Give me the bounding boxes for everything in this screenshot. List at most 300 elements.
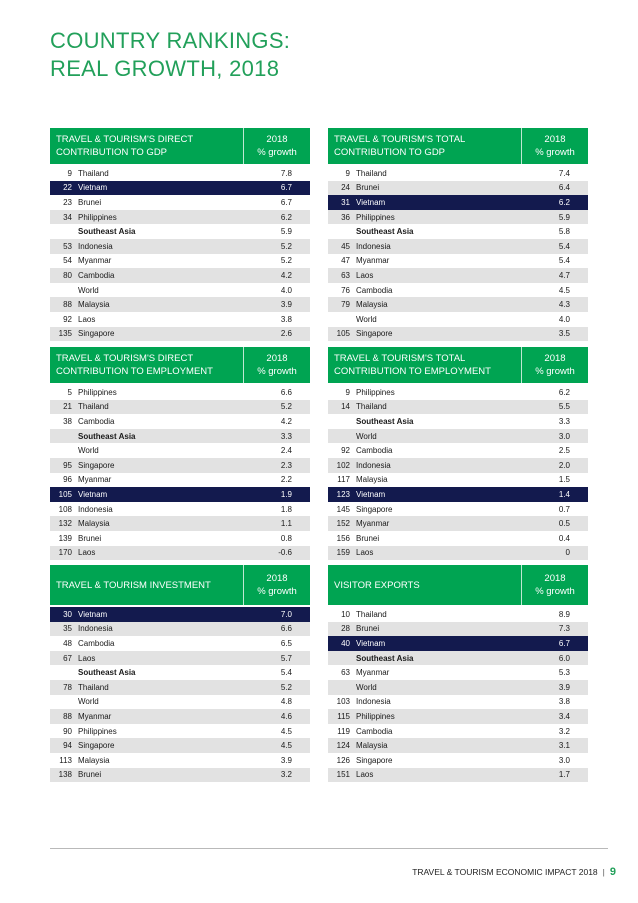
value-cell: 5.4 bbox=[280, 668, 292, 678]
value-cell: 5.9 bbox=[558, 212, 570, 222]
page-title bbox=[50, 27, 290, 83]
table-row bbox=[328, 473, 588, 488]
table-direct-gdp bbox=[50, 128, 310, 341]
value-cell: 7.3 bbox=[558, 624, 570, 634]
table-row bbox=[50, 239, 310, 254]
rank-cell: 103 bbox=[336, 697, 350, 707]
value-cell: 3.9 bbox=[558, 682, 570, 692]
table-row bbox=[50, 680, 310, 695]
table-row bbox=[50, 607, 310, 622]
table-row bbox=[50, 651, 310, 666]
table-row bbox=[50, 622, 310, 637]
value-cell: 5.7 bbox=[280, 653, 292, 663]
table-title: TRAVEL & TOURISM'S TOTAL CONTRIBUTION TO EMPLOYMENT bbox=[334, 353, 491, 377]
rank-cell: 126 bbox=[336, 755, 350, 765]
rank-cell: 102 bbox=[336, 460, 350, 470]
table-header bbox=[50, 565, 310, 605]
rank-cell: 88 bbox=[63, 711, 72, 721]
table-row bbox=[50, 695, 310, 710]
rank-cell: 117 bbox=[337, 475, 350, 485]
value-cell: 5.8 bbox=[558, 227, 570, 237]
value-cell: 3.1 bbox=[558, 741, 570, 751]
value-cell: 2.5 bbox=[558, 446, 570, 456]
country-cell: Thailand bbox=[78, 682, 109, 692]
value-cell: 7.4 bbox=[558, 168, 570, 178]
country-cell: Brunei bbox=[78, 533, 102, 543]
country-cell: Myanmar bbox=[78, 256, 112, 266]
rank-cell: 94 bbox=[63, 741, 72, 751]
rank-cell: 152 bbox=[336, 519, 350, 529]
value-cell: 6.7 bbox=[280, 183, 292, 193]
table-row bbox=[328, 516, 588, 531]
country-cell: Southeast Asia bbox=[78, 431, 136, 441]
table-row bbox=[328, 312, 588, 327]
rank-cell: 115 bbox=[337, 711, 350, 721]
rank-cell: 90 bbox=[63, 726, 72, 736]
rank-cell: 24 bbox=[341, 183, 350, 193]
table-row bbox=[328, 487, 588, 502]
value-cell: 3.9 bbox=[280, 755, 292, 765]
country-cell: World bbox=[78, 446, 99, 456]
rank-cell: 5 bbox=[67, 387, 72, 397]
value-cell: 1.8 bbox=[280, 504, 292, 514]
country-cell: Cambodia bbox=[78, 416, 115, 426]
country-cell: Vietnam bbox=[78, 609, 108, 619]
table-row bbox=[50, 195, 310, 210]
footer-separator: | bbox=[602, 867, 605, 877]
table-row bbox=[328, 443, 588, 458]
rank-cell: 145 bbox=[336, 504, 350, 514]
country-cell: Singapore bbox=[356, 755, 393, 765]
table-total-gdp bbox=[328, 128, 588, 341]
table-year-header bbox=[521, 347, 588, 383]
value-cell: 0.4 bbox=[558, 533, 570, 543]
value-cell: 6.6 bbox=[280, 387, 292, 397]
rank-cell: 38 bbox=[63, 416, 72, 426]
value-cell: 4.0 bbox=[558, 314, 570, 324]
value-cell: 5.2 bbox=[280, 256, 292, 266]
country-cell: Philippines bbox=[356, 711, 395, 721]
value-cell: 0 bbox=[565, 548, 570, 558]
value-cell: 6.2 bbox=[558, 387, 570, 397]
country-cell: Brunei bbox=[356, 533, 380, 543]
country-cell: World bbox=[78, 285, 99, 295]
country-cell: Philippines bbox=[78, 726, 117, 736]
table-header bbox=[328, 128, 588, 164]
rank-cell: 132 bbox=[58, 519, 72, 529]
table-unit: % growth bbox=[257, 366, 297, 377]
country-cell: Vietnam bbox=[356, 638, 386, 648]
country-cell: Myanmar bbox=[356, 668, 390, 678]
table-header bbox=[328, 347, 588, 383]
value-cell: 6.7 bbox=[280, 197, 292, 207]
rank-cell: 9 bbox=[345, 387, 350, 397]
country-cell: Vietnam bbox=[78, 183, 108, 193]
value-cell: 1.9 bbox=[280, 489, 292, 499]
country-cell: Laos bbox=[78, 548, 96, 558]
table-row bbox=[50, 753, 310, 768]
table-year-header bbox=[521, 128, 588, 164]
rank-cell: 21 bbox=[63, 402, 72, 412]
table-row bbox=[50, 665, 310, 680]
table-row bbox=[50, 327, 310, 342]
table-direct-employment bbox=[50, 347, 310, 560]
table-visitor-exports bbox=[328, 565, 588, 782]
value-cell: 4.2 bbox=[280, 270, 292, 280]
table-row bbox=[328, 651, 588, 666]
country-cell: Singapore bbox=[78, 460, 115, 470]
country-cell: World bbox=[78, 697, 99, 707]
table-row bbox=[50, 297, 310, 312]
country-cell: Laos bbox=[356, 270, 374, 280]
table-row bbox=[328, 724, 588, 739]
country-cell: Vietnam bbox=[78, 489, 108, 499]
value-cell: 3.0 bbox=[558, 431, 570, 441]
country-cell: Indonesia bbox=[356, 460, 391, 470]
country-cell: Philippines bbox=[356, 387, 395, 397]
table-total-employment bbox=[328, 347, 588, 560]
table-row bbox=[50, 738, 310, 753]
rank-cell: 45 bbox=[341, 241, 350, 251]
country-cell: Vietnam bbox=[356, 197, 386, 207]
table-row bbox=[328, 768, 588, 783]
value-cell: 4.5 bbox=[558, 285, 570, 295]
rank-cell: 156 bbox=[336, 533, 350, 543]
table-year: 2018 bbox=[266, 353, 288, 364]
country-cell: Indonesia bbox=[78, 504, 113, 514]
table-unit: % growth bbox=[535, 366, 575, 377]
table-row bbox=[50, 181, 310, 196]
table-row bbox=[328, 607, 588, 622]
value-cell: 1.5 bbox=[558, 475, 570, 485]
table-row bbox=[50, 268, 310, 283]
country-cell: Indonesia bbox=[356, 241, 391, 251]
table-body bbox=[50, 166, 310, 341]
country-cell: Southeast Asia bbox=[356, 227, 414, 237]
country-cell: Indonesia bbox=[78, 241, 113, 251]
country-cell: Laos bbox=[78, 653, 96, 663]
table-row bbox=[328, 400, 588, 415]
table-row bbox=[50, 487, 310, 502]
table-row bbox=[50, 312, 310, 327]
value-cell: 5.2 bbox=[280, 682, 292, 692]
rank-cell: 76 bbox=[341, 285, 350, 295]
table-row bbox=[328, 414, 588, 429]
table-row bbox=[328, 385, 588, 400]
rank-cell: 47 bbox=[341, 256, 350, 266]
table-year: 2018 bbox=[544, 353, 566, 364]
table-row bbox=[328, 502, 588, 517]
value-cell: 4.6 bbox=[280, 711, 292, 721]
rank-cell: 22 bbox=[63, 183, 72, 193]
rank-cell: 96 bbox=[63, 475, 72, 485]
country-cell: Southeast Asia bbox=[356, 416, 414, 426]
table-row bbox=[50, 502, 310, 517]
table-unit: % growth bbox=[535, 586, 575, 597]
table-row bbox=[50, 458, 310, 473]
rank-cell: 23 bbox=[63, 197, 72, 207]
page-title-line-1: COUNTRY RANKINGS: bbox=[50, 28, 291, 53]
rank-cell: 63 bbox=[341, 270, 350, 280]
value-cell: 3.0 bbox=[558, 755, 570, 765]
rank-cell: 170 bbox=[58, 548, 72, 558]
country-cell: Thailand bbox=[78, 168, 109, 178]
value-cell: 3.8 bbox=[558, 697, 570, 707]
country-cell: Indonesia bbox=[356, 697, 391, 707]
country-cell: Southeast Asia bbox=[78, 668, 136, 678]
table-unit: % growth bbox=[257, 147, 297, 158]
country-cell: Thailand bbox=[78, 402, 109, 412]
table-row bbox=[328, 268, 588, 283]
value-cell: 0.7 bbox=[558, 504, 570, 514]
rank-cell: 79 bbox=[341, 300, 350, 310]
table-row bbox=[50, 768, 310, 783]
value-cell: 7.0 bbox=[280, 609, 292, 619]
table-title: TRAVEL & TOURISM INVESTMENT bbox=[56, 579, 211, 591]
value-cell: 8.9 bbox=[558, 609, 570, 619]
table-body bbox=[328, 385, 588, 560]
value-cell: 6.0 bbox=[558, 653, 570, 663]
page-number: 9 bbox=[609, 866, 616, 878]
country-cell: Singapore bbox=[356, 504, 393, 514]
rank-cell: 78 bbox=[63, 682, 72, 692]
country-cell: Singapore bbox=[78, 741, 115, 751]
rank-cell: 88 bbox=[63, 300, 72, 310]
country-cell: Brunei bbox=[356, 624, 380, 634]
country-cell: Myanmar bbox=[78, 711, 112, 721]
value-cell: 5.2 bbox=[280, 241, 292, 251]
country-cell: Cambodia bbox=[356, 446, 393, 456]
country-cell: Cambodia bbox=[78, 638, 115, 648]
value-cell: 3.9 bbox=[280, 300, 292, 310]
table-title: TRAVEL & TOURISM'S DIRECT CONTRIBUTION TO EMPLOYMENT bbox=[56, 353, 213, 377]
value-cell: 6.4 bbox=[558, 183, 570, 193]
table-row bbox=[50, 385, 310, 400]
table-row bbox=[328, 636, 588, 651]
country-cell: Thailand bbox=[356, 609, 387, 619]
table-year-header bbox=[521, 565, 588, 605]
page-title-line-2: REAL GROWTH, 2018 bbox=[50, 56, 280, 81]
table-row bbox=[328, 224, 588, 239]
country-cell: Brunei bbox=[356, 183, 380, 193]
rank-cell: 9 bbox=[67, 168, 72, 178]
value-cell: 4.0 bbox=[280, 285, 292, 295]
value-cell: 3.4 bbox=[558, 711, 570, 721]
table-row bbox=[50, 400, 310, 415]
country-cell: Singapore bbox=[78, 329, 115, 339]
value-cell: 3.2 bbox=[558, 726, 570, 736]
table-title: VISITOR EXPORTS bbox=[334, 579, 420, 591]
table-year: 2018 bbox=[266, 134, 288, 145]
footer-divider bbox=[50, 848, 608, 849]
value-cell: 1.1 bbox=[280, 519, 292, 529]
rank-cell: 10 bbox=[341, 609, 350, 619]
value-cell: 4.7 bbox=[558, 270, 570, 280]
rank-cell: 35 bbox=[63, 624, 72, 634]
value-cell: 6.7 bbox=[558, 638, 570, 648]
rank-cell: 105 bbox=[336, 329, 350, 339]
table-year: 2018 bbox=[266, 573, 288, 584]
table-body bbox=[328, 607, 588, 782]
table-row bbox=[328, 283, 588, 298]
value-cell: 5.5 bbox=[558, 402, 570, 412]
table-year: 2018 bbox=[544, 573, 566, 584]
table-row bbox=[50, 283, 310, 298]
rank-cell: 53 bbox=[63, 241, 72, 251]
rank-cell: 30 bbox=[63, 609, 72, 619]
rank-cell: 159 bbox=[336, 548, 350, 558]
table-row bbox=[328, 753, 588, 768]
table-row bbox=[328, 254, 588, 269]
table-row bbox=[328, 210, 588, 225]
table-row bbox=[328, 327, 588, 342]
value-cell: 5.4 bbox=[558, 256, 570, 266]
table-row bbox=[328, 622, 588, 637]
country-cell: Philippines bbox=[78, 387, 117, 397]
rank-cell: 139 bbox=[58, 533, 72, 543]
table-investment bbox=[50, 565, 310, 782]
rank-cell: 40 bbox=[341, 638, 350, 648]
value-cell: 3.2 bbox=[280, 770, 292, 780]
table-row bbox=[50, 429, 310, 444]
rank-cell: 63 bbox=[341, 668, 350, 678]
country-cell: Philippines bbox=[78, 212, 117, 222]
table-unit: % growth bbox=[535, 147, 575, 158]
rank-cell: 28 bbox=[341, 624, 350, 634]
rank-cell: 92 bbox=[341, 446, 350, 456]
rank-cell: 14 bbox=[341, 402, 350, 412]
rank-cell: 119 bbox=[337, 726, 350, 736]
table-header bbox=[328, 565, 588, 605]
table-row bbox=[328, 665, 588, 680]
table-row bbox=[328, 297, 588, 312]
value-cell: 6.2 bbox=[558, 197, 570, 207]
table-row bbox=[50, 443, 310, 458]
country-cell: Malaysia bbox=[78, 300, 110, 310]
table-row bbox=[328, 458, 588, 473]
table-row bbox=[328, 709, 588, 724]
country-cell: Cambodia bbox=[78, 270, 115, 280]
country-cell: Myanmar bbox=[356, 519, 390, 529]
table-row bbox=[50, 724, 310, 739]
table-title: TRAVEL & TOURISM'S TOTAL CONTRIBUTION TO GDP bbox=[334, 134, 465, 158]
rank-cell: 113 bbox=[59, 755, 72, 765]
table-row bbox=[50, 224, 310, 239]
table-row bbox=[328, 166, 588, 181]
country-cell: Cambodia bbox=[356, 285, 393, 295]
table-body bbox=[328, 166, 588, 341]
table-row bbox=[50, 166, 310, 181]
table-row bbox=[50, 709, 310, 724]
country-cell: Singapore bbox=[356, 329, 393, 339]
table-year: 2018 bbox=[544, 134, 566, 145]
value-cell: 3.8 bbox=[280, 314, 292, 324]
country-cell: Myanmar bbox=[356, 256, 390, 266]
country-cell: World bbox=[356, 431, 377, 441]
table-year-header bbox=[243, 565, 310, 605]
value-cell: 2.4 bbox=[280, 446, 292, 456]
value-cell: 6.5 bbox=[280, 638, 292, 648]
rank-cell: 34 bbox=[63, 212, 72, 222]
country-cell: Vietnam bbox=[356, 489, 386, 499]
value-cell: 6.2 bbox=[280, 212, 292, 222]
country-cell: Malaysia bbox=[356, 475, 388, 485]
rank-cell: 108 bbox=[58, 504, 72, 514]
country-cell: Myanmar bbox=[78, 475, 112, 485]
country-cell: Cambodia bbox=[356, 726, 393, 736]
value-cell: 4.2 bbox=[280, 416, 292, 426]
country-cell: Thailand bbox=[356, 168, 387, 178]
rank-cell: 151 bbox=[336, 770, 350, 780]
value-cell: 4.8 bbox=[280, 697, 292, 707]
table-header bbox=[50, 128, 310, 164]
rank-cell: 92 bbox=[63, 314, 72, 324]
rank-cell: 36 bbox=[341, 212, 350, 222]
value-cell: 5.9 bbox=[280, 227, 292, 237]
value-cell: 2.6 bbox=[280, 329, 292, 339]
country-cell: Philippines bbox=[356, 212, 395, 222]
rank-cell: 48 bbox=[63, 638, 72, 648]
table-row bbox=[50, 254, 310, 269]
country-cell: Brunei bbox=[78, 770, 102, 780]
table-unit: % growth bbox=[257, 586, 297, 597]
rank-cell: 54 bbox=[63, 256, 72, 266]
country-cell: Southeast Asia bbox=[78, 227, 136, 237]
table-row bbox=[328, 695, 588, 710]
value-cell: 1.4 bbox=[558, 489, 570, 499]
country-cell: Laos bbox=[78, 314, 96, 324]
table-year-header bbox=[243, 128, 310, 164]
table-row bbox=[50, 210, 310, 225]
value-cell: 6.6 bbox=[280, 624, 292, 634]
rank-cell: 95 bbox=[63, 460, 72, 470]
rank-cell: 80 bbox=[63, 270, 72, 280]
table-row bbox=[328, 680, 588, 695]
rank-cell: 67 bbox=[63, 653, 72, 663]
footer-text: TRAVEL & TOURISM ECONOMIC IMPACT 2018 bbox=[412, 867, 598, 877]
table-row bbox=[328, 546, 588, 561]
value-cell: 1.7 bbox=[558, 770, 570, 780]
country-cell: Southeast Asia bbox=[356, 653, 414, 663]
country-cell: Brunei bbox=[78, 197, 102, 207]
rank-cell: 124 bbox=[336, 741, 350, 751]
rank-cell: 135 bbox=[58, 329, 72, 339]
value-cell: 5.3 bbox=[558, 668, 570, 678]
rank-cell: 105 bbox=[58, 489, 72, 499]
value-cell: 3.3 bbox=[280, 431, 292, 441]
country-cell: Laos bbox=[356, 770, 374, 780]
country-cell: Laos bbox=[356, 548, 374, 558]
rank-cell: 31 bbox=[341, 197, 350, 207]
country-cell: Malaysia bbox=[356, 741, 388, 751]
value-cell: 3.5 bbox=[558, 329, 570, 339]
table-title: TRAVEL & TOURISM'S DIRECT CONTRIBUTION TO GDP bbox=[56, 134, 193, 158]
country-cell: World bbox=[356, 314, 377, 324]
value-cell: 2.0 bbox=[558, 460, 570, 470]
table-row bbox=[328, 738, 588, 753]
value-cell: 2.3 bbox=[280, 460, 292, 470]
value-cell: 3.3 bbox=[558, 416, 570, 426]
value-cell: 5.2 bbox=[280, 402, 292, 412]
table-row bbox=[50, 414, 310, 429]
table-row bbox=[328, 195, 588, 210]
value-cell: 5.4 bbox=[558, 241, 570, 251]
value-cell: -0.6 bbox=[278, 548, 292, 558]
table-header bbox=[50, 347, 310, 383]
table-body bbox=[50, 607, 310, 782]
table-row bbox=[50, 531, 310, 546]
value-cell: 4.3 bbox=[558, 300, 570, 310]
